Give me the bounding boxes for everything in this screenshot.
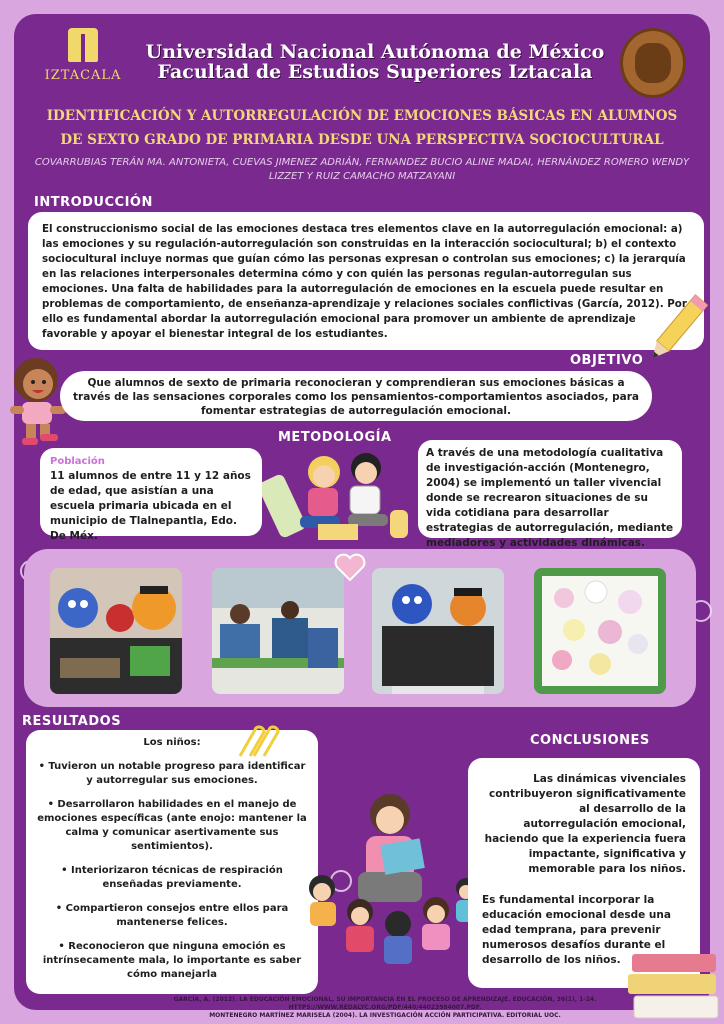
result-item: • Tuvieron un notable progreso para identificar y autorregular sus emociones. (38, 761, 306, 786)
poster-title (40, 104, 684, 152)
title-line-1: IDENTIFICACIÓN Y AUTORREGULACIÓN DE EMOCIONES BÁSICAS EN ALUMNOS (46, 108, 678, 124)
result-item: • Compartieron consejos entre ellos para mantenerse felices. (55, 903, 289, 928)
emotion-puppets-photo (50, 568, 182, 694)
results-card (26, 730, 318, 994)
methodology-heading: METODOLOGÍA (278, 430, 392, 445)
method-card: A través de una metodología cualitativa de investigación-acción (Montenegro, 2004) se implementó un taller vivencial donde se recrearon situaciones de su vida cotidiana para desarrollar estrategias de autorregulación, mediante mediadores y actividades dinámicas. (418, 440, 682, 538)
conclusion-paragraph-1: Las dinámicas vivenciales contribuyeron significativamente al desarrollo de la autorregulación emocional, haciendo que la experiencia fuera impactante, significativa y memorable para los niños. (484, 773, 686, 875)
objective-text: Que alumnos de sexto de primaria reconocieran y comprendieran sus emociones básicas a través de las sensaciones corporales como los pensamientos-comportamientos asociados, para fomentar estrategias de autorregulación emocional. (60, 371, 652, 421)
logo-text: IZTACALA (44, 68, 122, 83)
classroom-photo (212, 568, 344, 694)
kids-reading-illustration (262, 446, 418, 550)
results-list (36, 760, 308, 982)
faculty-name: Facultad de Estudios Superiores Iztacala (157, 61, 593, 83)
result-item: • Reconocieron que ninguna emoción es intrínsecamente mala, lo importante es saber cómo manejarla (42, 941, 302, 980)
conclusion-paragraph-2: Es fundamental incorporar la educación emocional desde una edad temprana, para prevenir numerosos desafíos durante el desarrollo de los niños. (482, 894, 671, 966)
books-icon (626, 950, 722, 1022)
pencil-icon (640, 290, 710, 370)
results-heading: RESULTADOS (22, 714, 122, 729)
fes-iztacala-logo (40, 28, 126, 88)
authors: COVARRUBIAS TERÁN MA. ANTONIETA, CUEVAS JIMENEZ ADRIÁN, FERNANDEZ BUCIO ALINE MADAI, HERNÁNDEZ ROMERO WENDY LIZZET Y RUIZ CAMACHO MATZAYANI (34, 157, 690, 182)
population-text: 11 alumnos de entre 11 y 12 años de edad, que asistían a una escuela primaria ubicada en el municipio de Tlalnepantla, Edo. De Méx. (50, 470, 251, 542)
introduction-heading: INTRODUCCIÓN (34, 195, 153, 210)
reference-line: GARCÍA, A. (2012). LA EDUCACIÓN EMOCIONAL, SU IMPORTANCIA EN EL PROCESO DE APRENDIZAJE. EDUCACIÓN, 36(1), 1-24. (173, 996, 597, 1003)
paper-flowers-photo (534, 568, 666, 694)
reference-line: HTTPS://WWW.REDALYC.ORG/PDF/440/44023984007.PDF. (288, 1004, 482, 1011)
university-name: Universidad Nacional Autónoma de México (145, 41, 605, 63)
title-line-2: DE SEXTO GRADO DE PRIMARIA DESDE UNA PERSPECTIVA SOCIOCULTURAL (60, 132, 664, 148)
result-item: • Desarrollaron habilidades en el manejo de emociones específicas (ante enojo: mantener la calma y comunicar asertivamente sus sentimientos). (37, 799, 307, 852)
teacher-with-kids-illustration (300, 784, 476, 980)
unam-shield-logo (620, 28, 686, 98)
references (150, 996, 620, 1020)
results-intro: Los niños: (143, 737, 201, 748)
objective-heading: OBJETIVO (570, 353, 644, 368)
reference-line: MONTENEGRO MARTÍNEZ MARISELA (2004). LA INVESTIGACIÓN ACCIÓN PARTICIPATIVA. EDITORIAL UOC. (209, 1012, 561, 1019)
introduction-text: El construccionismo social de las emociones destaca tres elementos clave en la autorregulación emocional: a) las emociones y su regulación-autorregulación son construidas en la interacción sociocultural; b) el contexto sociocultural incluye normas que guían cómo las personas expresan o controlan sus emociones; c) la jerarquía en las relaciones interpersonales determina cómo y con quién las personas regulan-autorregulan sus emociones. Una falta de habilidades para la autorregulación de emociones en la escuela puede resultar en problemas de comportamiento, de enseñanza-aprendizaje y relaciones sociales conflictivas (García, 2012). Por ello es fundamental abordar la autorregulación emocional para promover un ambiente de aprendizaje favorable y apoyar el bienestar integral de los estudiantes. (28, 212, 704, 350)
population-label: Población (50, 456, 105, 467)
puppet-show-photo (372, 568, 504, 694)
conclusions-heading: CONCLUSIONES (530, 733, 650, 748)
population-card (40, 448, 262, 542)
result-item: • Interiorizaron técnicas de respiración enseñadas previamente. (61, 865, 283, 890)
heart-icon (334, 552, 366, 582)
paperclip-icon (232, 722, 282, 762)
university-heading (130, 42, 620, 82)
